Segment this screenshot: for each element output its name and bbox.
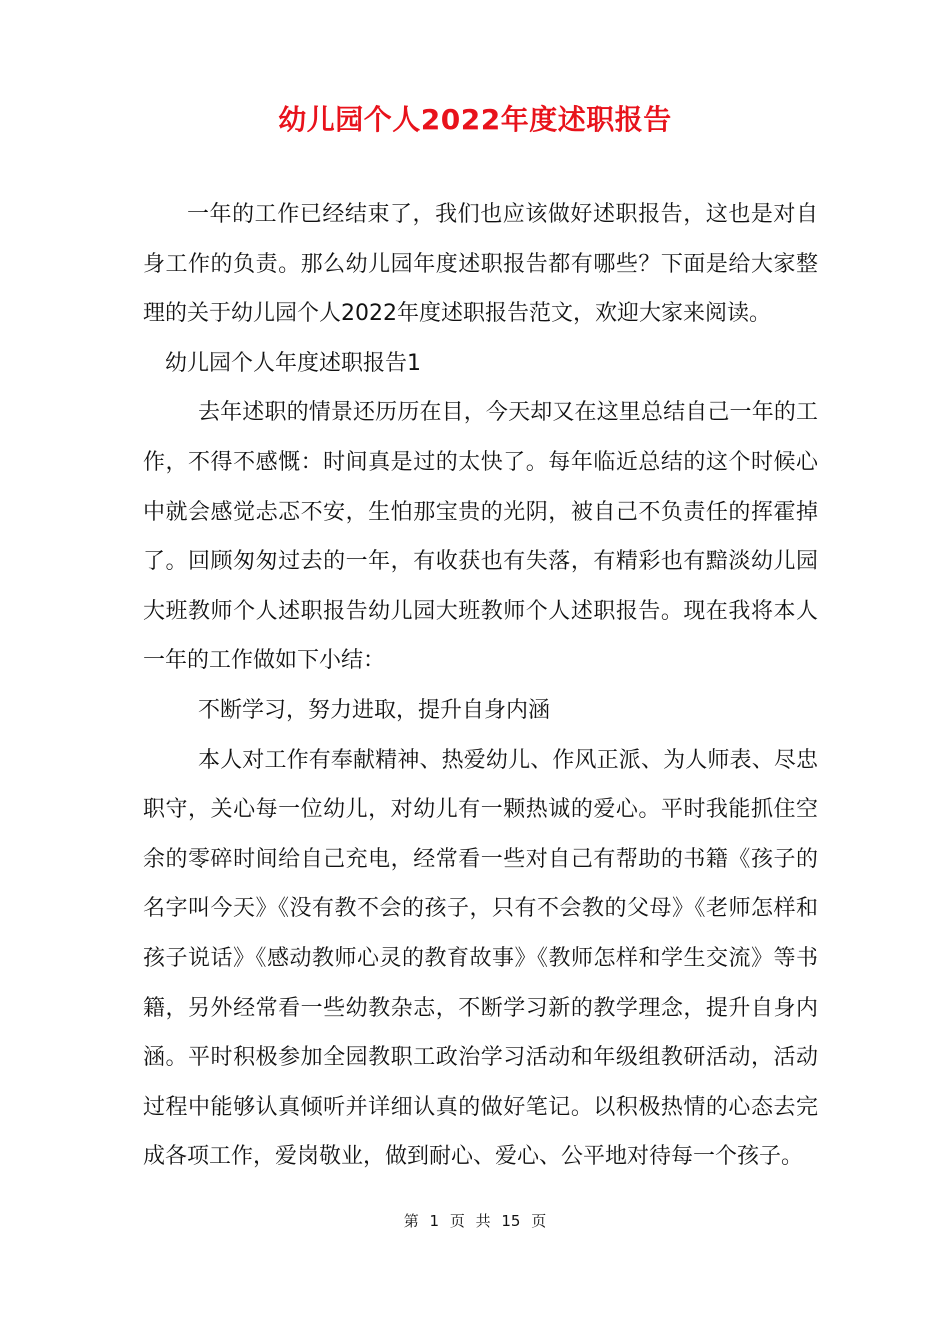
intro-paragraph: 一年的工作已经结束了，我们也应该做好述职报告，这也是对自身工作的负责。那么幼儿园年度述职报告都有哪些？下面是给大家整理的关于幼儿园个人2022年度述职报告范文，欢迎大家来阅读。 (143, 202, 818, 327)
document-body (143, 190, 818, 1182)
page-number-footer: 第 1 页 共 15 页 (403, 1212, 547, 1230)
document-title: 幼儿园个人2022年度述职报告 (278, 103, 672, 136)
subsection-heading: 不断学习，努力进取，提升自身内涵 (198, 697, 551, 723)
section-heading: 幼儿园个人年度述职报告1 (165, 350, 421, 376)
body-paragraph: 去年述职的情景还历历在目，今天却又在这里总结自己一年的工作，不得不感慨：时间真是过的太快了。每年临近总结的这个时候心中就会感觉忐忑不安，生怕那宝贵的光阴，被自己不负责任的挥霍掉了。回顾匆匆过去的一年，有收获也有失落，有精彩也有黯淡幼儿园大班教师个人述职报告幼儿园大班教师个人述职报告。现在我将本人一年的工作做如下小结： (143, 400, 818, 674)
body-paragraph: 本人对工作有奉献精神、热爱幼儿、作风正派、为人师表、尽忠职守，关心每一位幼儿，对幼儿有一颗热诚的爱心。平时我能抓住空余的零碎时间给自己充电，经常看一些对自己有帮助的书籍《孩子的名字叫今天》《没有教不会的孩子，只有不会教的父母》《老师怎样和孩子说话》《感动教师心灵的教育故事》《教师怎样和学生交流》等书籍，另外经常看一些幼教杂志，不断学习新的教学理念，提升自身内涵。平时积极参加全园教职工政治学习活动和年级组教研活动，活动过程中能够认真倾听并详细认真的做好笔记。以积极热情的心态去完成各项工作，爱岗敬业，做到耐心、爱心、公平地对待每一个孩子。 (143, 747, 818, 1170)
